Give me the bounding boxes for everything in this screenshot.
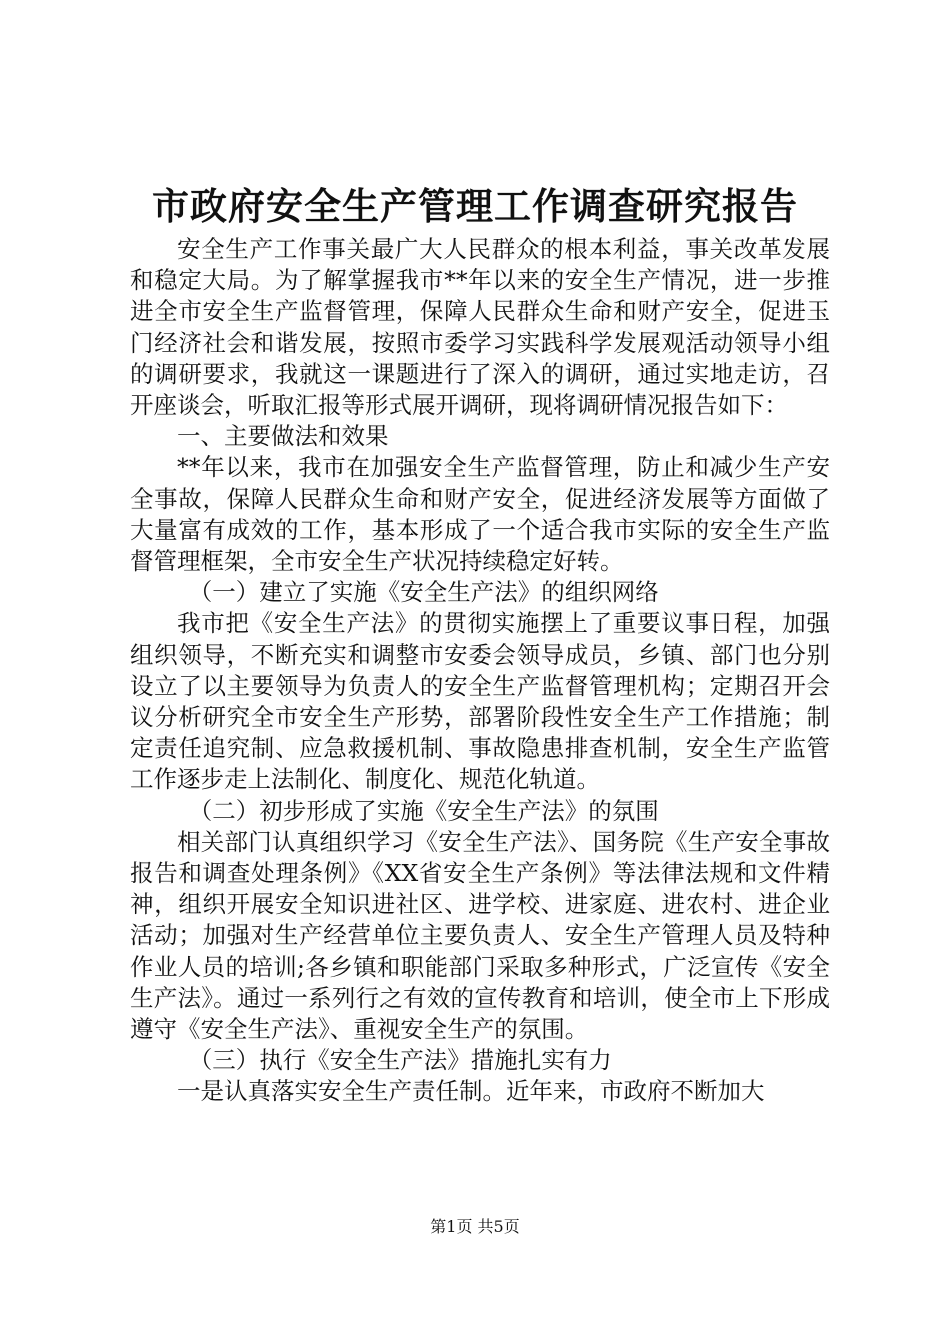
paragraph-subsection-2: 相关部门认真组织学习《安全生产法》、国务院《生产安全事故报告和调查处理条例》《XX省安全生产条例》等法律法规和文件精神，组织开展安全知识进社区、进学校、进家庭、进农村、进企业活动；加强对生产经营单位主要负责人、安全生产管理人员及特种作业人员的培训;各乡镇和职能部门采取多种形式，广泛宣传《安全生产法》。通过一系列行之有效的宣传教育和培训，使全市上下形成遵守《安全生产法》、重视安全生产的氛围。 bbox=[130, 827, 830, 1044]
document-title: 市政府安全生产管理工作调查研究报告 bbox=[152, 184, 798, 228]
paragraph-subsection-1: 我市把《安全生产法》的贯彻实施摆上了重要议事日程，加强组织领导，不断充实和调整市安委会领导成员，乡镇、部门也分别设立了以主要领导为负责人的安全生产监督管理机构；定期召开会议分析研究全市安全生产形势，部署阶段性安全生产工作措施；制定责任追究制、应急救援机制、事故隐患排查机制，安全生产监管工作逐步走上法制化、制度化、规范化轨道。 bbox=[130, 609, 830, 794]
page-number-footer: 第1页 共5页 bbox=[430, 1217, 520, 1236]
section-heading-1: 一、主要做法和效果 bbox=[177, 422, 389, 451]
document-body bbox=[130, 234, 830, 1108]
subsection-heading-2: （二）初步形成了实施《安全生产法》的氛围 bbox=[188, 796, 659, 825]
subsection-heading-3: （三）执行《安全生产法》措施扎实有力 bbox=[188, 1046, 612, 1075]
subsection-heading-1: （一）建立了实施《安全生产法》的组织网络 bbox=[188, 578, 659, 607]
paragraph-intro: 安全生产工作事关最广大人民群众的根本利益，事关改革发展和稳定大局。为了解掌握我市**年以来的安全生产情况，进一步推进全市安全生产监督管理，保障人民群众生命和财产安全，促进玉门经济社会和谐发展，按照市委学习实践科学发展观活动领导小组的调研要求，我就这一课题进行了深入的调研，通过实地走访，召开座谈会，听取汇报等形式展开调研，现将调研情况报告如下： bbox=[130, 235, 830, 420]
paragraph-subsection-3: 一是认真落实安全生产责任制。近年来，市政府不断加大 bbox=[177, 1077, 765, 1106]
paragraph-section-1: **年以来，我市在加强安全生产监督管理，防止和减少生产安全事故，保障人民群众生命和财产安全，促进经济发展等方面做了大量富有成效的工作，基本形成了一个适合我市实际的安全生产监督管理框架，全市安全生产状况持续稳定好转。 bbox=[130, 453, 830, 576]
